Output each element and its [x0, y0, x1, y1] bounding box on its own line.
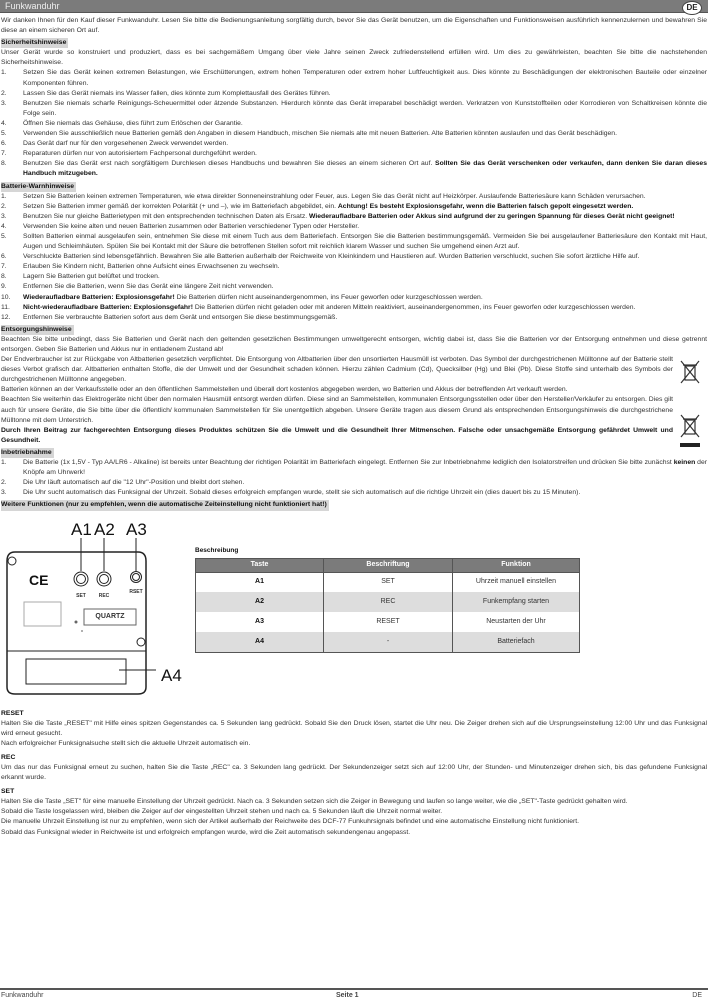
footer-divider	[0, 988, 708, 990]
battery-list	[1, 192, 707, 323]
item-text: Lassen Sie das Gerät niemals ins Wasser fallen, dies könnte zum Komplettausfall des Gerätes führen.	[23, 89, 331, 97]
table-cell: A4	[196, 632, 324, 652]
paragraph: Sobald die Taste losgelassen wird, bleiben die Zeiger auf der eingestellten Uhrzeit stehen und nach ca. 5 Sekunden läuft die Uhrzeit normal weiter.	[1, 808, 443, 816]
disposal-p3: Batterien können an der Verkaufsstelle oder an den öffentlichen Sammelstellen und überall dort kostenlos abgegeben werden, wo Batterien und Akkus der betreffenden Art verkauft werden.	[1, 386, 568, 394]
list-item	[1, 458, 707, 478]
table-body	[196, 572, 580, 652]
col-taste: Taste	[196, 558, 324, 572]
rec-marking: REC	[98, 592, 110, 599]
item-number: 4.	[1, 119, 7, 127]
table-caption: Beschreibung	[195, 546, 239, 554]
paragraph: Nach erfolgreicher Funksignalsuche stellt sich die aktuelle Uhrzeit automatisch ein.	[1, 739, 251, 747]
list-item	[1, 222, 707, 232]
further-section	[1, 500, 707, 510]
item-text: Die Batterie (1x 1,5V - Typ AA/LR6 - Alkaline) ist bereits unter Beachtung der richtigen Polarität im Batteriefach eingelegt. Entfernen Sie zur Inbetriebnahme lediglich den Isolatorstreifen und drücken Sie bitte zunächst	[23, 459, 674, 467]
item-text: Reparaturen dürfen nur von autorisiertem Fachpersonal durchgeführt werden.	[23, 150, 257, 158]
item-text-after: der Knöpfe am Uhrwerk!	[23, 459, 707, 477]
table-cell: -	[324, 632, 453, 652]
list-item	[1, 262, 707, 272]
item-text: Benutzen Sie niemals scharfe Reinigungs-Scheuermittel oder ätzende Substanzen. Hierdurch könnte das Gerät irreparabel beschädigt werden. Verkratzen von Kunststoffteilen oder Korrodieren von Schaltkreisen könnte die Folge sein.	[23, 99, 707, 117]
list-item	[1, 252, 707, 262]
item-number: 8.	[1, 273, 7, 281]
table-cell: A3	[196, 612, 324, 632]
item-bold-text: keinen	[673, 459, 696, 467]
footer-left: Funkwanduhr	[1, 992, 44, 999]
label-a1: A1	[71, 519, 92, 539]
intro-text: Wir danken Ihnen für den Kauf dieser Funkwanduhr. Lesen Sie bitte die Bedienungsanleitung sorgfältig durch, bevor Sie das Gerät benutzen, um die Eigenschaften und Funktionsweisen ausführlich kennenzulernen und bewahren Sie diese an einem sicheren Ort auf.	[1, 17, 707, 35]
item-number: 6.	[1, 253, 7, 261]
col-funktion: Funktion	[453, 558, 580, 572]
list-item	[1, 139, 707, 149]
table-row	[196, 592, 580, 612]
item-text: Setzen Sie Batterien immer gemäß der korrekten Polarität (+ und –), wie im Batteriefach abgebildet, ein.	[23, 202, 338, 210]
paragraph: Um das nur das Funksignal erneut zu suchen, halten Sie die Taste „REC" ca. 3 Sekunden lang gedrückt. Der Sekundenzeiger setzt sich auf 12:00 Uhr, der Stunden- und Minutenzeiger drehen sich, bis das gefundene Funksignal erkannt wurde.	[1, 763, 707, 782]
set-heading: SET	[1, 788, 15, 796]
item-number: 4.	[1, 222, 7, 230]
disposal-heading: Entsorgungshinweise	[1, 325, 74, 335]
table-row	[196, 612, 580, 632]
item-text: Sollten Batterien einmal ausgelaufen sein, entnehmen Sie diese mit einem Tuch aus dem Batteriefach. Entsorgen Sie die Batterien bestimmungsgemäß. Vermeiden Sie bei ausgelaufener Batteriesäure den Kontakt mit Haut, Augen und Schleimhäuten. Spülen Sie bei Kontakt mit der Säure die betroffenen Stellen sofort mit reichlich klarem Wasser und suchen Sie umgehend einen Arzt auf.	[23, 232, 707, 251]
set-section	[1, 787, 707, 837]
item-number: 5.	[1, 232, 7, 240]
quartz-marking: QUARTZ	[95, 612, 125, 620]
item-text: Die Uhr sucht automatisch das Funksignal der Uhrzeit. Sobald dieses erfolgreich empfangen wurde, stellt sie sich automatisch auf die richtige Uhrzeit ein (dies dauert bis zu 15 Minuten).	[23, 489, 581, 497]
item-bold-text: Achtung! Es besteht Explosionsgefahr, wenn die Batterien falsch gepolt eingesetzt werden.	[337, 202, 634, 210]
list-item	[1, 282, 707, 292]
header-title: Funkwanduhr	[5, 1, 60, 11]
item-text: Benutzen Sie nur gleiche Batterietypen mit den entsprechenden technischen Daten als Ersatz.	[23, 212, 310, 220]
item-text: Benutzen Sie das Gerät erst nach sorgfältigem Durchlesen dieses Handbuchs und bewahren Sie dieses an einem sicheren Ort auf.	[23, 160, 436, 168]
item-text: Entfernen Sie verbrauchte Batterien sofort aus dem Gerät und entsorgen Sie diese bestimmungsgemäß.	[23, 313, 338, 321]
item-text: Verschluckte Batterien sind lebensgefährlich. Bewahren Sie alle Batterien außerhalb der Reichweite von Kleinkindern und Haustieren auf. Wurden Batterien verschluckt, suchen Sie sofort ärztliche Hilfe auf.	[23, 253, 640, 261]
battery-section	[1, 182, 707, 323]
table-cell: Funkempfang starten	[453, 592, 580, 612]
item-number: 12.	[1, 313, 11, 321]
list-item	[1, 159, 707, 179]
item-text: Öffnen Sie niemals das Gehäuse, dies führt zum Erlöschen der Garantie.	[23, 119, 243, 127]
item-text: Verwenden Sie ausschließlich neue Batterien gemäß den Angaben in diesem Handbuch, mischen Sie niemals alte mit neuen Batterien. Alte Batterien könnten auslaufen und das Gerät beschädigen.	[23, 130, 617, 138]
table-row	[196, 572, 580, 592]
item-text: Das Gerät darf nur für den vorgesehenen Zweck verwendet werden.	[23, 140, 229, 148]
further-heading: Weitere Funktionen (nur zu empfehlen, wenn die automatische Zeiteinstellung nicht funktioniert hat!)	[1, 500, 329, 510]
item-text: Setzen Sie Batterien keinen extremen Temperaturen, wie etwa direkter Sonneneinstrahlung oder Feuer, aus. Legen Sie das Gerät nicht auf Heizkörper. Auslaufende Batteriesäure kann Schäden verursachen.	[23, 192, 646, 200]
footer-page: Seite 1	[336, 992, 359, 999]
label-a2: A2	[94, 519, 115, 539]
disposal-p2: Der Endverbraucher ist zur Rückgabe von Altbatterien gesetzlich verpflichtet. Die Entsorgung von Altbatterien über den unsortierten Hausmüll ist verboten. Das Symbol der durchgestrichenen Mülltonne auf der Batterie stellt dieses Verbot grafisch dar. Altbatterien enthalten Stoffe, die der Umwelt und der Gesundheit schaden können. Hierzu zählen Cadmium (Cd), Quecksilber (Hg) und Blei (Pb). Diese Stoffe sind unterhalb des Symbols der durchgestrichenen Mülltonne angegeben.	[1, 356, 673, 384]
item-number: 6.	[1, 140, 7, 148]
item-number: 5.	[1, 130, 7, 138]
list-item	[1, 212, 707, 222]
table-cell: RESET	[324, 612, 453, 632]
item-number: 3.	[1, 99, 7, 107]
set-marking: SET	[76, 592, 86, 599]
item-bold-text: Sollten Sie das Gerät verschenken oder verkaufen, dann denken Sie daran dieses Handbuch mitzugeben.	[23, 160, 707, 178]
item-text: Setzen Sie das Gerät keinen extremen Belastungen, wie Erschütterungen, extrem hohen Temperaturen oder extrem hoher Luftfeuchtigkeit aus. Dies könnte zu Beschädigungen der elektronischen Bauteile oder einzelner Komponenten führen.	[23, 69, 707, 87]
paragraph: Halten Sie die Taste „RESET" mit Hilfe eines spitzen Gegenstandes ca. 5 Sekunden lang gedrückt. Sobald Sie den Druck lösen, startet die Uhr neu. Die Zeiger drehen sich auf die Ursprungseinstellung 12:00 Uhr und das Funksignal wird erneut gesucht.	[1, 719, 707, 737]
list-item	[1, 303, 707, 313]
list-item	[1, 488, 707, 498]
list-item	[1, 129, 707, 139]
battery-heading: Batterie-Warnhinweise	[1, 182, 76, 192]
ce-mark: CE	[29, 571, 49, 588]
item-text: Die Uhr läuft automatisch auf die "12 Uhr"-Position und bleibt dort stehen.	[23, 479, 245, 487]
table-cell: Batteriefach	[453, 632, 580, 652]
list-item	[1, 119, 707, 129]
item-number: 2.	[1, 479, 7, 487]
startup-section	[1, 448, 707, 498]
safety-intro: Unser Gerät wurde so konstruiert und produziert, dass es bei sachgemäßem Umgang über viele Jahre seinen Zweck zufriedenstellend erfüllen wird. Um dies zu gewährleisten, beachten Sie bitte die nachstehenden Sicherheitshinweise.	[1, 49, 707, 67]
item-bold-text: Wiederaufladbare Batterien oder Akkus sind aufgrund der zu geringen Spannung für dieses Gerät nicht geeignet!	[309, 212, 675, 220]
table-cell: SET	[324, 572, 453, 592]
list-item	[1, 99, 707, 119]
item-number: 2.	[1, 202, 7, 210]
item-number: 9.	[1, 283, 7, 291]
item-number: 1.	[1, 459, 7, 467]
paragraph: Sobald das Funksignal wieder in Reichweite ist und erfolgreich empfangen wurde, wird die Zeit automatisch sekundengenau angepasst.	[1, 828, 411, 836]
item-number: 8.	[1, 160, 7, 168]
item-number: 3.	[1, 489, 7, 497]
item-number: 1.	[1, 69, 7, 77]
item-text: Entfernen Sie die Batterien, wenn Sie das Gerät eine längere Zeit nicht verwenden.	[23, 283, 274, 291]
list-item	[1, 89, 707, 99]
label-a3: A3	[126, 519, 147, 539]
table-cell: A2	[196, 592, 324, 612]
list-item	[1, 272, 707, 282]
safety-heading: Sicherheitshinweise	[1, 38, 68, 48]
reset-marking: RSET	[129, 588, 143, 595]
item-number: 11.	[1, 303, 10, 311]
list-item	[1, 202, 707, 212]
button-table	[195, 558, 580, 653]
item-number: 3.	[1, 212, 7, 220]
list-item	[1, 68, 707, 88]
item-text: Lagern Sie Batterien gut belüftet und trocken.	[23, 273, 160, 281]
disposal-section	[1, 325, 707, 446]
list-item	[1, 149, 707, 159]
language-badge: DE	[682, 1, 702, 15]
safety-section	[1, 38, 707, 179]
rec-heading: REC	[1, 753, 16, 761]
table-cell: Neustarten der Uhr	[453, 612, 580, 632]
paragraph: Die manuelle Uhrzeit Einstellung ist nur zu empfehlen, wenn sich der Artikel außerhalb der Reichweite des DCF-77 Funkuhrsignals befindet und eine automatische Einstellung nicht funktioniert.	[1, 818, 580, 826]
table-cell: Uhrzeit manuell einstellen	[453, 572, 580, 592]
crossed-bin-underline-icon	[679, 413, 701, 449]
item-text: Verwenden Sie keine alten und neuen Batterien zusammen oder Batterien verschiedener Typen oder Hersteller.	[23, 222, 360, 230]
paragraph: Halten Sie die Taste „SET" für eine manuelle Einstellung der Uhrzeit gedrückt. Nach ca. 3 Sekunden setzen sich die Zeiger in Bewegung und laufen so lange weiter, wie die „SET"-Taste gedrückt gehalten wird.	[1, 798, 628, 806]
table-cell: REC	[324, 592, 453, 612]
item-bold-text: Nicht-wiederaufladbare Batterien: Explosionsgefahr!	[23, 303, 193, 311]
startup-list	[1, 458, 707, 498]
safety-list	[1, 68, 707, 179]
col-beschriftung: Beschriftung	[324, 558, 453, 572]
reset-section	[1, 709, 707, 749]
crossed-bin-icon	[679, 359, 701, 385]
item-text: Erlauben Sie Kindern nicht, Batterien ohne Aufsicht eines Erwachsenen zu wechseln.	[23, 263, 280, 271]
item-bold-text: Wiederaufladbare Batterien: Explosionsgefahr!	[23, 293, 175, 301]
list-item	[1, 192, 707, 202]
item-number: 2.	[1, 89, 7, 97]
reset-heading: RESET	[1, 709, 24, 717]
item-number: 10.	[1, 293, 11, 301]
disposal-p4: Beachten Sie weiterhin das Elektrogeräte nicht über den normalen Hausmüll entsorgt werden dürfen. Diese sind an Sammelstellen, kommunalen Entsorgungsstellen oder über den Hersteller/Verkäufer zu entsorgen. Dies gilt auch für unsere Geräte, die Sie bitte über die öffentlich/ kommunalen Sammelstellen für Sie unentgeltlich abgeben. Unsere Geräte tragen aus diesem Grund als entsprechenden Entsorgungshinweis die durchgestrichene Mülltonne mit dem Unterstrich.	[1, 396, 673, 424]
footer-right: DE	[692, 992, 702, 999]
item-text-after: Die Batterien dürfen nicht auseinandergenommen, ins Feuer geworfen oder kurzgeschlossen werden.	[174, 293, 483, 301]
item-number: 1.	[1, 192, 7, 200]
item-text-after: Die Batterien dürfen nicht geladen oder mit anderen Mitteln reaktiviert, auseinandergenommen, ins Feuer geworfen oder kurzgeschlossen werden.	[192, 303, 636, 311]
list-item	[1, 478, 707, 488]
label-a4: A4	[161, 665, 182, 685]
intro-section	[1, 16, 707, 36]
list-item	[1, 313, 707, 323]
figure-area	[1, 513, 707, 705]
item-number: 7.	[1, 150, 7, 158]
page-header	[0, 0, 708, 13]
list-item	[1, 232, 707, 252]
clock-movement-diagram	[1, 513, 191, 703]
startup-heading: Inbetriebnahme	[1, 448, 54, 458]
document-body	[1, 16, 707, 840]
table-cell: A1	[196, 572, 324, 592]
item-number: 7.	[1, 263, 7, 271]
rec-section	[1, 753, 707, 783]
table-row	[196, 632, 580, 652]
disposal-p5: Durch Ihren Beitrag zur fachgerechten Entsorgung dieses Produktes schützen Sie die Umwelt und die Gesundheit Ihrer Mitmenschen. Falsche oder unsachgemäße Entsorgung gefährdet Umwelt und Gesundheit.	[1, 426, 673, 444]
list-item	[1, 293, 707, 303]
disposal-p1: Beachten Sie bitte unbedingt, dass Sie Batterien und Gerät nach den geltenden gesetzlichen Bestimmungen umweltgerecht entsorgen, wichtig dabei ist, dass Sie die Batterien vor der Entsorgung entnehmen und diese getrennt entsorgen. Geben Sie Batterien und Akkus nur in entladenem Zustand ab!	[1, 335, 707, 353]
